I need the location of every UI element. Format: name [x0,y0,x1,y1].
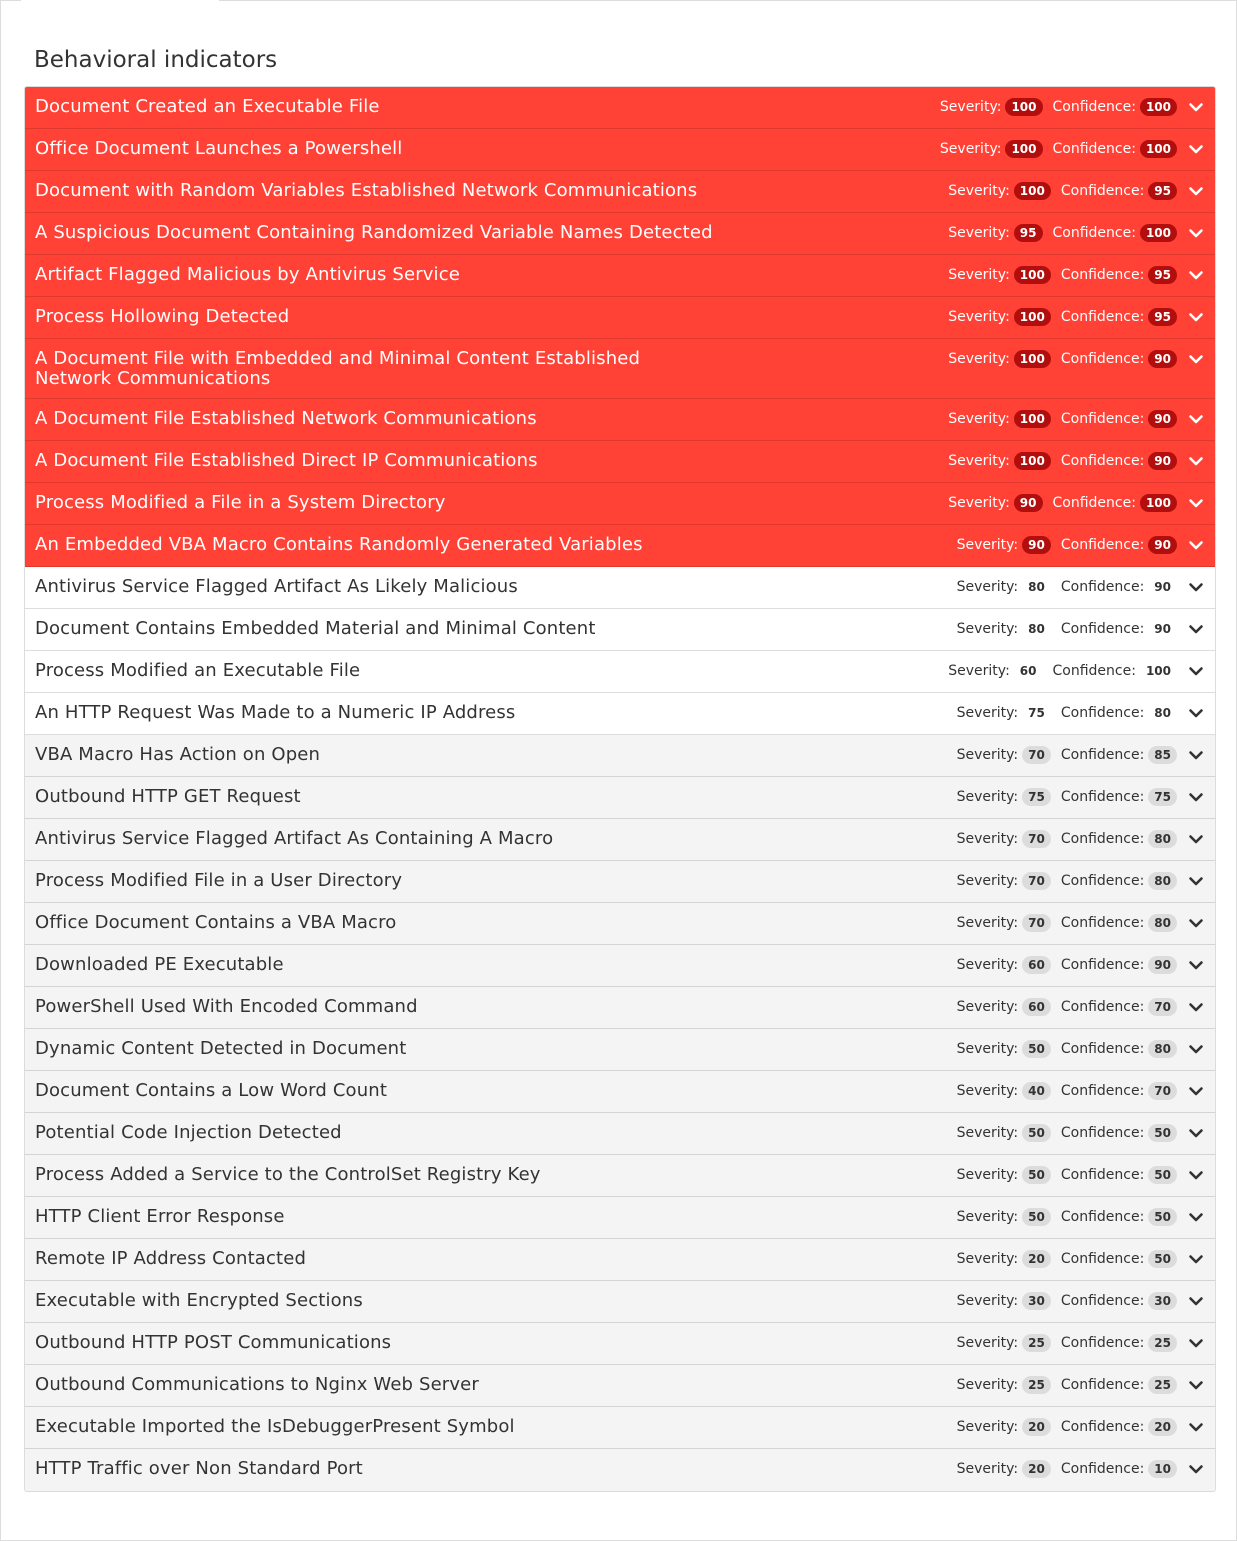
chevron-down-icon[interactable] [1187,350,1205,368]
indicator-title: Process Modified File in a User Directory [35,870,403,891]
severity-label: Severity: [956,1377,1019,1393]
chevron-down-icon[interactable] [1187,308,1205,326]
severity-badge: 70 [1022,914,1051,932]
indicator-metrics [947,1374,1205,1396]
indicator-row-2[interactable] [25,171,1215,213]
chevron-down-icon[interactable] [1187,620,1205,638]
confidence-badge: 100 [1140,98,1177,116]
confidence-badge: 95 [1148,308,1177,326]
indicator-row-11[interactable] [25,567,1215,609]
indicator-row-14[interactable] [25,693,1215,735]
severity-label: Severity: [948,453,1010,469]
severity-label: Severity: [948,309,1010,325]
confidence-badge: 90 [1148,956,1177,974]
severity-badge: 70 [1022,830,1051,848]
indicator-metrics [938,264,1205,286]
indicator-row-5[interactable] [25,297,1215,339]
indicator-title: Artifact Flagged Malicious by Antivirus Service [35,264,460,285]
confidence-badge: 100 [1145,664,1171,678]
confidence-badge: 70 [1148,1082,1177,1100]
severity-label: Severity: [956,1041,1019,1057]
chevron-down-icon[interactable] [1187,98,1205,116]
chevron-down-icon[interactable] [1187,872,1205,890]
chevron-down-icon[interactable] [1187,704,1205,722]
confidence-label: Confidence: [1060,831,1145,847]
confidence-badge: 90 [1148,410,1177,428]
severity-badge: 30 [1022,1292,1051,1310]
confidence-label: Confidence: [1060,1209,1145,1225]
chevron-down-icon[interactable] [1187,1166,1205,1184]
chevron-down-icon[interactable] [1187,140,1205,158]
severity-badge: 75 [1028,706,1045,720]
severity-badge: 20 [1022,1418,1051,1436]
severity-label: Severity: [956,789,1019,805]
indicator-metrics [947,954,1205,976]
indicator-row-24[interactable] [25,1113,1215,1155]
indicator-metrics [938,492,1205,514]
section-title: Behavioral indicators [34,47,278,73]
confidence-badge: 70 [1148,998,1177,1016]
indicator-row-22[interactable] [25,1029,1215,1071]
indicator-metrics [938,306,1205,328]
indicator-row-9[interactable] [25,483,1215,525]
severity-label: Severity: [956,957,1019,973]
indicator-title: Process Modified a File in a System Directory [35,492,446,513]
indicator-title: Dynamic Content Detected in Document [35,1038,407,1059]
chevron-down-icon[interactable] [1187,830,1205,848]
indicator-title: Process Hollowing Detected [35,306,290,327]
indicator-row-28[interactable] [25,1281,1215,1323]
indicator-row-32[interactable] [25,1449,1215,1491]
top-tab-gap [21,0,219,3]
severity-label: Severity: [956,621,1019,637]
confidence-badge: 80 [1148,914,1177,932]
indicator-title: Office Document Launches a Powershell [35,138,403,159]
indicator-metrics [938,408,1205,430]
severity-badge: 100 [1005,140,1042,158]
indicator-row-18[interactable] [25,861,1215,903]
confidence-badge: 80 [1148,872,1177,890]
severity-label: Severity: [956,1461,1019,1477]
confidence-badge: 95 [1148,182,1177,200]
confidence-label: Confidence: [1060,1251,1145,1267]
confidence-badge: 10 [1148,1460,1177,1478]
chevron-down-icon[interactable] [1187,1208,1205,1226]
severity-label: Severity: [948,267,1010,283]
chevron-down-icon[interactable] [1187,1040,1205,1058]
chevron-down-icon[interactable] [1187,1082,1205,1100]
indicator-metrics [947,912,1205,934]
confidence-label: Confidence: [1060,621,1145,637]
severity-label: Severity: [956,915,1019,931]
severity-label: Severity: [956,1167,1019,1183]
confidence-label: Confidence: [1052,663,1136,679]
indicator-title: HTTP Traffic over Non Standard Port [35,1458,363,1479]
severity-badge: 90 [1014,494,1043,512]
severity-label: Severity: [956,1125,1019,1141]
indicator-title: Process Added a Service to the ControlSet Registry Key [35,1164,541,1185]
severity-badge: 100 [1014,266,1051,284]
chevron-down-icon[interactable] [1187,1250,1205,1268]
severity-label: Severity: [956,999,1019,1015]
confidence-label: Confidence: [1060,579,1145,595]
confidence-label: Confidence: [1060,1293,1145,1309]
indicator-metrics [947,1290,1205,1312]
severity-badge: 75 [1022,788,1051,806]
indicator-metrics [947,744,1205,766]
indicator-title: Process Modified an Executable File [35,660,361,681]
indicator-title: A Suspicious Document Containing Randomized Variable Names Detected [35,222,713,243]
indicator-metrics [947,1458,1205,1480]
indicator-row-23[interactable] [25,1071,1215,1113]
severity-label: Severity: [939,141,1002,157]
indicator-list [24,86,1216,1492]
confidence-badge: 25 [1148,1334,1177,1352]
chevron-down-icon[interactable] [1187,914,1205,932]
chevron-down-icon[interactable] [1187,1292,1205,1310]
indicator-metrics [947,1122,1205,1144]
chevron-down-icon[interactable] [1187,578,1205,596]
chevron-down-icon[interactable] [1187,956,1205,974]
indicator-metrics [947,1332,1205,1354]
severity-label: Severity: [956,1419,1019,1435]
indicator-row-17[interactable] [25,819,1215,861]
indicator-metrics [947,870,1205,892]
indicator-title: Outbound Communications to Nginx Web Server [35,1374,479,1395]
indicator-title: Antivirus Service Flagged Artifact As Containing A Macro [35,828,554,849]
confidence-label: Confidence: [1060,1083,1145,1099]
severity-badge: 100 [1014,182,1051,200]
confidence-badge: 25 [1148,1376,1177,1394]
severity-label: Severity: [956,1083,1019,1099]
chevron-down-icon[interactable] [1187,266,1205,284]
confidence-label: Confidence: [1060,411,1145,427]
severity-label: Severity: [956,873,1019,889]
confidence-label: Confidence: [1060,1461,1145,1477]
indicator-row-10[interactable] [25,525,1215,567]
indicator-metrics [947,1080,1205,1102]
severity-label: Severity: [956,705,1019,721]
indicator-metrics [930,138,1205,160]
confidence-badge: 75 [1148,788,1177,806]
indicator-title: Document Contains Embedded Material and Minimal Content [35,618,596,639]
chevron-down-icon[interactable] [1187,410,1205,428]
confidence-label: Confidence: [1060,537,1145,553]
indicator-row-7[interactable] [25,399,1215,441]
confidence-label: Confidence: [1060,351,1145,367]
indicator-row-8[interactable] [25,441,1215,483]
indicator-title: Document Contains a Low Word Count [35,1080,388,1101]
indicator-metrics [947,1164,1205,1186]
indicator-row-1[interactable] [25,129,1215,171]
indicator-metrics [947,786,1205,808]
confidence-label: Confidence: [1052,99,1136,115]
indicator-row-13[interactable] [25,651,1215,693]
indicator-title: Executable with Encrypted Sections [35,1290,363,1311]
indicator-title: VBA Macro Has Action on Open [35,744,321,765]
confidence-label: Confidence: [1060,309,1145,325]
chevron-down-icon[interactable] [1187,494,1205,512]
confidence-label: Confidence: [1060,1167,1145,1183]
severity-badge: 20 [1022,1460,1051,1478]
confidence-badge: 85 [1148,746,1177,764]
chevron-down-icon[interactable] [1187,788,1205,806]
confidence-label: Confidence: [1060,1125,1145,1141]
severity-badge: 70 [1022,746,1051,764]
indicator-row-12[interactable] [25,609,1215,651]
indicator-metrics [947,702,1205,724]
indicator-title: A Document File Established Network Communications [35,408,537,429]
indicator-row-3[interactable] [25,213,1215,255]
severity-badge: 60 [1019,664,1037,678]
indicator-metrics [947,828,1205,850]
chevron-down-icon[interactable] [1187,1334,1205,1352]
confidence-label: Confidence: [1060,1419,1145,1435]
severity-label: Severity: [956,579,1019,595]
indicator-metrics [947,1038,1205,1060]
confidence-badge: 90 [1148,350,1177,368]
indicator-metrics [947,1206,1205,1228]
indicator-title: An HTTP Request Was Made to a Numeric IP Address [35,702,516,723]
confidence-badge: 100 [1140,224,1177,242]
confidence-label: Confidence: [1060,1041,1145,1057]
confidence-label: Confidence: [1060,873,1145,889]
confidence-label: Confidence: [1060,957,1145,973]
indicator-row-30[interactable] [25,1365,1215,1407]
indicator-metrics [947,576,1205,598]
severity-badge: 20 [1022,1250,1051,1268]
indicator-metrics [938,348,1205,370]
severity-badge: 40 [1022,1082,1051,1100]
indicator-metrics [938,180,1205,202]
severity-badge: 50 [1022,1040,1051,1058]
chevron-down-icon[interactable] [1187,662,1205,680]
chevron-down-icon[interactable] [1187,536,1205,554]
confidence-label: Confidence: [1052,495,1136,511]
indicator-row-26[interactable] [25,1197,1215,1239]
severity-badge: 70 [1022,872,1051,890]
severity-label: Severity: [939,99,1002,115]
confidence-label: Confidence: [1060,1377,1145,1393]
indicator-metrics [938,222,1205,244]
severity-badge: 90 [1022,536,1051,554]
severity-label: Severity: [956,1335,1019,1351]
severity-label: Severity: [948,495,1010,511]
chevron-down-icon[interactable] [1187,182,1205,200]
chevron-down-icon[interactable] [1187,1376,1205,1394]
confidence-label: Confidence: [1060,183,1145,199]
confidence-badge: 90 [1154,622,1171,636]
severity-badge: 95 [1014,224,1043,242]
confidence-badge: 30 [1148,1292,1177,1310]
severity-badge: 100 [1005,98,1042,116]
severity-badge: 100 [1014,350,1051,368]
indicator-row-27[interactable] [25,1239,1215,1281]
confidence-label: Confidence: [1060,705,1145,721]
confidence-label: Confidence: [1052,141,1136,157]
indicator-title: Remote IP Address Contacted [35,1248,307,1269]
confidence-label: Confidence: [1060,915,1145,931]
confidence-label: Confidence: [1060,267,1145,283]
indicator-title: An Embedded VBA Macro Contains Randomly Generated Variables [35,534,643,555]
indicator-metrics [947,996,1205,1018]
indicator-metrics [930,96,1205,118]
severity-label: Severity: [956,1209,1019,1225]
confidence-badge: 95 [1148,266,1177,284]
severity-badge: 25 [1022,1376,1051,1394]
severity-badge: 100 [1014,410,1051,428]
severity-label: Severity: [948,351,1010,367]
indicator-title: A Document File with Embedded and Minimal Content Established Network Communications [35,348,641,389]
severity-label: Severity: [956,1293,1019,1309]
confidence-badge: 20 [1148,1418,1177,1436]
severity-label: Severity: [948,225,1010,241]
confidence-badge: 100 [1140,140,1177,158]
indicator-metrics [938,450,1205,472]
indicator-title: PowerShell Used With Encoded Command [35,996,418,1017]
indicator-title: Outbound HTTP POST Communications [35,1332,392,1353]
indicator-row-4[interactable] [25,255,1215,297]
severity-badge: 60 [1022,998,1051,1016]
confidence-badge: 50 [1148,1166,1177,1184]
indicator-title: Antivirus Service Flagged Artifact As Likely Malicious [35,576,518,597]
indicator-row-29[interactable] [25,1323,1215,1365]
confidence-label: Confidence: [1060,1335,1145,1351]
indicator-title: Downloaded PE Executable [35,954,284,975]
severity-label: Severity: [956,1251,1019,1267]
indicator-row-19[interactable] [25,903,1215,945]
indicator-title: A Document File Established Direct IP Communications [35,450,538,471]
severity-label: Severity: [956,747,1019,763]
confidence-label: Confidence: [1052,225,1136,241]
confidence-badge: 80 [1154,706,1171,720]
confidence-label: Confidence: [1060,453,1145,469]
confidence-badge: 50 [1148,1250,1177,1268]
indicator-row-0[interactable] [25,87,1215,129]
confidence-badge: 50 [1148,1124,1177,1142]
confidence-label: Confidence: [1060,999,1145,1015]
confidence-label: Confidence: [1060,789,1145,805]
indicator-metrics [947,1416,1205,1438]
indicator-row-31[interactable] [25,1407,1215,1449]
severity-label: Severity: [948,411,1010,427]
confidence-badge: 80 [1148,830,1177,848]
indicator-title: Potential Code Injection Detected [35,1122,342,1143]
confidence-label: Confidence: [1060,747,1145,763]
severity-badge: 25 [1022,1334,1051,1352]
indicator-title: Outbound HTTP GET Request [35,786,301,807]
severity-badge: 50 [1022,1208,1051,1226]
indicator-row-15[interactable] [25,735,1215,777]
severity-badge: 50 [1022,1166,1051,1184]
indicator-metrics [938,660,1205,682]
indicator-title: Document Created an Executable File [35,96,380,117]
indicator-row-25[interactable] [25,1155,1215,1197]
chevron-down-icon[interactable] [1187,452,1205,470]
chevron-down-icon[interactable] [1187,224,1205,242]
severity-badge: 50 [1022,1124,1051,1142]
indicator-metrics [947,534,1205,556]
indicator-row-21[interactable] [25,987,1215,1029]
chevron-down-icon[interactable] [1187,746,1205,764]
confidence-badge: 90 [1148,452,1177,470]
severity-label: Severity: [956,537,1019,553]
indicator-metrics [947,618,1205,640]
chevron-down-icon[interactable] [1187,998,1205,1016]
severity-label: Severity: [956,831,1019,847]
indicator-row-6[interactable] [25,339,1215,399]
severity-badge: 60 [1022,956,1051,974]
indicator-title: Executable Imported the IsDebuggerPresent Symbol [35,1416,515,1437]
confidence-badge: 90 [1148,536,1177,554]
severity-label: Severity: [948,183,1010,199]
severity-badge: 80 [1028,580,1045,594]
severity-badge: 100 [1014,308,1051,326]
indicator-row-16[interactable] [25,777,1215,819]
severity-badge: 100 [1014,452,1051,470]
indicator-title: HTTP Client Error Response [35,1206,285,1227]
indicator-title: Document with Random Variables Established Network Communications [35,180,698,201]
chevron-down-icon[interactable] [1187,1418,1205,1436]
severity-badge: 80 [1028,622,1045,636]
indicator-title: Office Document Contains a VBA Macro [35,912,397,933]
confidence-badge: 90 [1154,580,1171,594]
confidence-badge: 50 [1148,1208,1177,1226]
indicator-metrics [947,1248,1205,1270]
indicator-row-20[interactable] [25,945,1215,987]
confidence-badge: 100 [1140,494,1177,512]
chevron-down-icon[interactable] [1187,1124,1205,1142]
severity-label: Severity: [948,663,1010,679]
chevron-down-icon[interactable] [1187,1460,1205,1478]
confidence-badge: 80 [1148,1040,1177,1058]
